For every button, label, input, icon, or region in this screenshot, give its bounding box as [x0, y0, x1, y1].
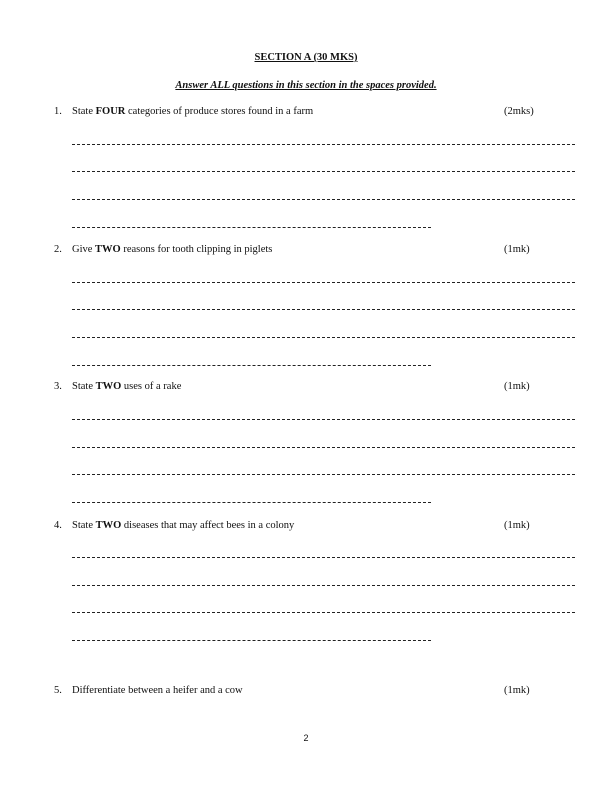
question-5: 5. Differentiate between a heifer and a cow [54, 685, 243, 696]
question-4-marks: (1mk) [504, 520, 530, 531]
answer-line[interactable] [72, 419, 575, 420]
answer-line[interactable] [72, 557, 575, 558]
question-number: 1. [54, 106, 62, 117]
page-number: 2 [303, 733, 309, 743]
question-5-marks: (1mk) [504, 685, 530, 696]
question-2: 2. Give TWO reasons for tooth clipping in piglets [54, 244, 273, 255]
answer-line[interactable] [72, 640, 431, 641]
answer-line[interactable] [72, 171, 575, 172]
question-1: 1. State FOUR categories of produce stores found in a farm [54, 106, 314, 117]
answer-line[interactable] [72, 309, 575, 310]
answer-line[interactable] [72, 612, 575, 613]
answer-line[interactable] [72, 144, 575, 145]
answer-line[interactable] [72, 199, 575, 200]
question-1-marks: (2mks) [504, 106, 534, 117]
answer-line[interactable] [72, 227, 431, 228]
question-2-marks: (1mk) [504, 244, 530, 255]
question-4: 4. State TWO diseases that may affect bees in a colony [54, 520, 295, 531]
question-number: 2. [54, 244, 62, 255]
section-instruction: Answer ALL questions in this section in the spaces provided. [175, 80, 437, 91]
question-number: 3. [54, 381, 62, 392]
answer-line[interactable] [72, 365, 431, 366]
answer-line[interactable] [72, 502, 431, 503]
section-title: SECTION A (30 MKS) [254, 52, 358, 63]
question-3: 3. State TWO uses of a rake [54, 381, 182, 392]
answer-line[interactable] [72, 447, 575, 448]
answer-line[interactable] [72, 282, 575, 283]
question-3-marks: (1mk) [504, 381, 530, 392]
answer-line[interactable] [72, 474, 575, 475]
answer-line[interactable] [72, 337, 575, 338]
answer-line[interactable] [72, 585, 575, 586]
question-number: 5. [54, 685, 62, 696]
question-number: 4. [54, 520, 62, 531]
